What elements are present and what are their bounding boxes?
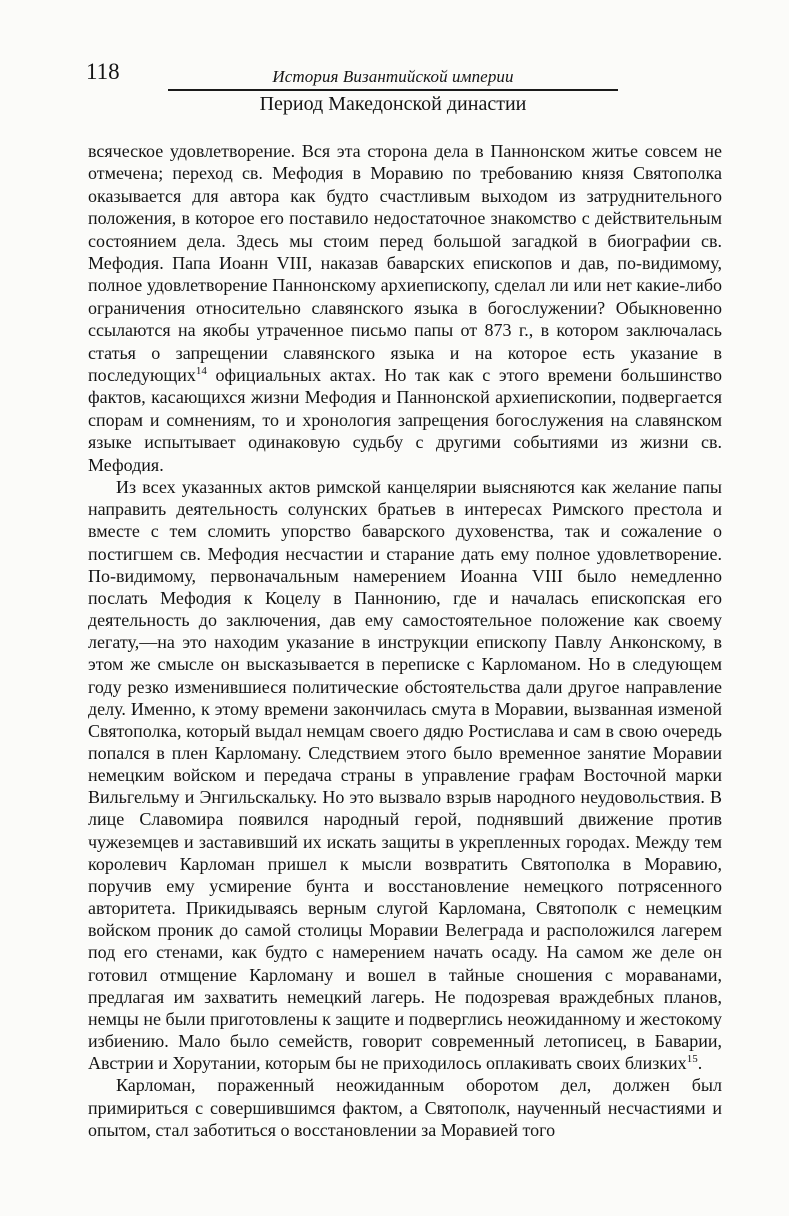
footnote-ref: 15 [686,1053,698,1066]
header-rule [168,89,618,91]
footnote-ref: 14 [195,365,207,378]
section-title: Период Македонской династии [259,93,527,115]
paragraph-text: официальных актах. Но так как с этого времени большинство фактов, касающихся жизни Мефодия и Паннонской архиепископии, подвергается спорам и сомнениям, то и хронология запрещения богослужения на славянском языке испытывает одинаковую судьбу с другими событиями из жизни св. Мефодия. [88,365,722,475]
paragraph-2 [88,476,722,1074]
body-text [88,140,722,1142]
paragraph-text: . [697,1053,703,1074]
running-title: История Византийской империи [272,67,514,86]
paragraph-1 [88,140,722,476]
paragraph-text: всяческое удовлетворение. Вся эта сторона дела в Паннонском житье совсем не отмечена; переход св. Мефодия в Моравию по требованию князя Святополка оказывается для автора как будто счастливым выходом из затруднительного положения, в которое его поставило недостаточное знакомство с действительным состоянием дела. Здесь мы стоим перед большой загадкой в биографии св. Мефодия. Папа Иоанн VIII, наказав баварских епископов и дав, по-видимому, полное удовлетворение Паннонскому архиепископу, сделал ли или нет какие-либо ограничения относительно славянского языка в богослужении? Обыкновенно ссылаются на якобы утраченное письмо папы от 873 г., в котором заключалась статья о запрещении славянского языка и на которое есть указание в последующих [88,141,722,386]
page-number: 118 [86,59,120,84]
paragraph-3 [88,1074,722,1141]
paragraph-text: Из всех указанных актов римской канцелярии выясняются как желание папы направить деятельность солунских братьев в интересах Римского престола и вместе с тем сломить упорство баварского духовенства, так и сожаление о постигшем св. Мефодия несчастии и старание дать ему полное удовлетворение. По-видимому, первоначальным намерением Иоанна VIII было немедленно послать Мефодия к Коцелу в Паннонию, где и началась епископская его деятельность до заключения, дав ему самостоятельное положение как своему легату,—на это находим указание в инструкции епископу Павлу Анконскому, в этом же смысле он высказывается в переписке с Карломаном. Но в следующем году резко изменившиеся политические обстоятельства дали другое направление делу. Именно, к этому времени закончилась смута в Моравии, вызванная изменой Святополка, который выдал немцам своего дядю Ростислава и сам в свою очередь попался в плен Карломану. Следствием этого было временное занятие Моравии немецким войском и передача страны в управление графам Восточной марки Вильгельму и Энгильскальку. Но это вызвало взрыв народного неудовольствия. В лице Славомира появился народный герой, поднявший движение против чужеземцев и заставивший их искать защиты в укрепленных городах. Между тем королевич Карломан пришел к мысли возвратить Святополка в Моравию, поручив ему усмирение бунта и восстановление немецкого потрясенного авторитета. Прикидываясь верным слугой Карломана, Святополк с немецким войском проник до самой столицы Моравии Велеграда и расположился лагерем под его стенами, как будто с намерением начать осаду. На самом же деле он готовил отмщение Карломану и вошел в тайные сношения с мораванами, предлагая им захватить немецкий лагерь. Не подозревая враждебных планов, немцы не были приготовлены к защите и подверглись неожиданному и жестокому избиению. Мало было семейств, говорит современный летописец, в Баварии, Австрии и Хорутании, которым бы не приходилось оплакивать своих близких [88,477,722,1074]
paragraph-text: Карломан, пораженный неожиданным оборотом дел, должен был примириться с совершившимся фактом, а Святополк, наученный несчастиями и опытом, стал заботиться о восстановлении за Моравией того [88,1075,722,1141]
